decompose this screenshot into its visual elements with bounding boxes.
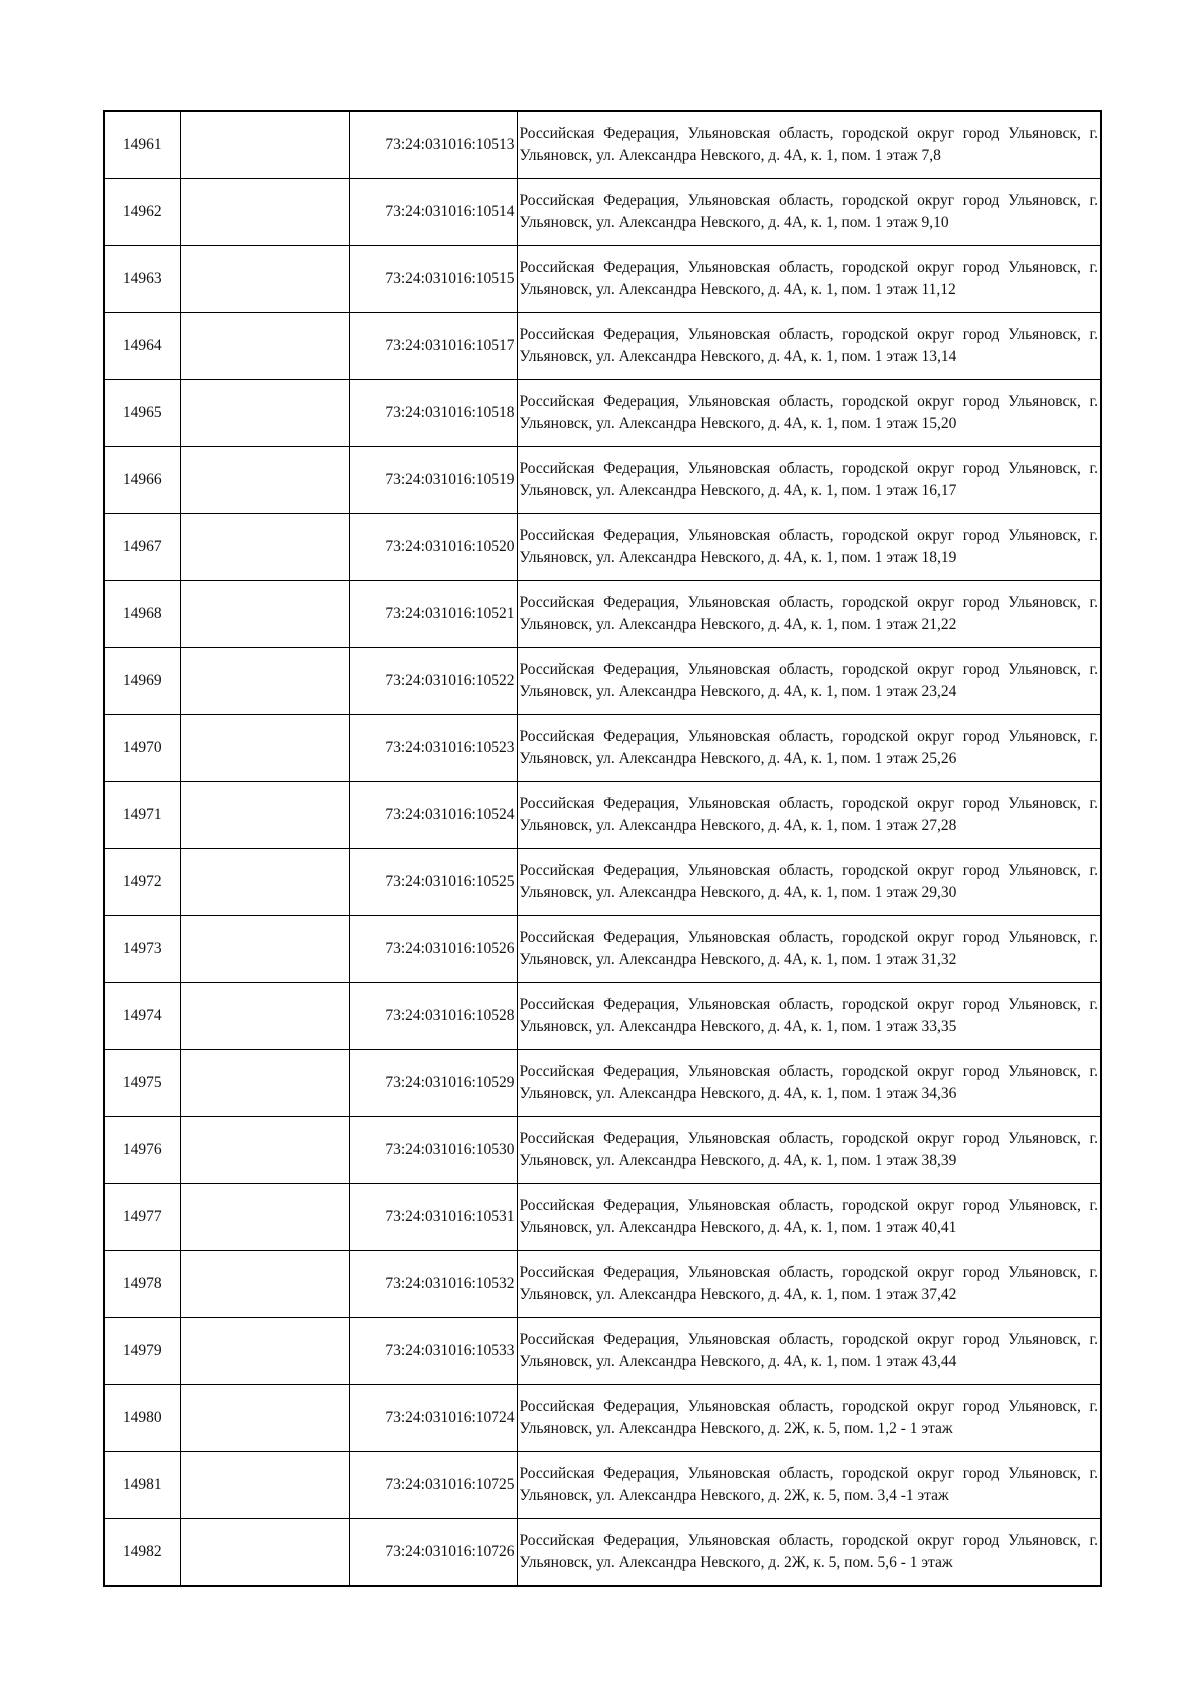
row-number-cell: 14980 <box>104 1385 180 1452</box>
empty-cell <box>180 581 349 648</box>
table-row <box>104 1251 1101 1318</box>
empty-cell <box>180 782 349 849</box>
row-number-cell: 14979 <box>104 1318 180 1385</box>
table-row <box>104 1385 1101 1452</box>
row-number-cell: 14981 <box>104 1452 180 1519</box>
row-number-cell: 14971 <box>104 782 180 849</box>
row-number-cell: 14963 <box>104 246 180 313</box>
empty-cell <box>180 1251 349 1318</box>
cadastral-number-cell: 73:24:031016:10517 <box>349 313 517 380</box>
table-row <box>104 782 1101 849</box>
row-number-cell: 14964 <box>104 313 180 380</box>
address-cell: Российская Федерация, Ульяновская область, городской округ город Ульяновск, г. Ульяновск, ул. Александра Невского, д. 4А, к. 1, пом. 1 этаж 37,42 <box>517 1251 1101 1318</box>
cadastral-number-cell: 73:24:031016:10525 <box>349 849 517 916</box>
table-row <box>104 983 1101 1050</box>
empty-cell <box>180 1050 349 1117</box>
row-number-cell: 14966 <box>104 447 180 514</box>
table-row <box>104 447 1101 514</box>
table-row <box>104 111 1101 179</box>
cadastral-number-cell: 73:24:031016:10724 <box>349 1385 517 1452</box>
table-row <box>104 849 1101 916</box>
row-number-cell: 14973 <box>104 916 180 983</box>
cadastral-number-cell: 73:24:031016:10725 <box>349 1452 517 1519</box>
empty-cell <box>180 514 349 581</box>
address-cell: Российская Федерация, Ульяновская область, городской округ город Ульяновск, г. Ульяновск, ул. Александра Невского, д. 4А, к. 1, пом. 1 этаж 18,19 <box>517 514 1101 581</box>
address-cell: Российская Федерация, Ульяновская область, городской округ город Ульяновск, г. Ульяновск, ул. Александра Невского, д. 4А, к. 1, пом. 1 этаж 33,35 <box>517 983 1101 1050</box>
document-page <box>103 110 1100 1587</box>
cadastral-number-cell: 73:24:031016:10530 <box>349 1117 517 1184</box>
address-cell: Российская Федерация, Ульяновская область, городской округ город Ульяновск, г. Ульяновск, ул. Александра Невского, д. 4А, к. 1, пом. 1 этаж 34,36 <box>517 1050 1101 1117</box>
empty-cell <box>180 111 349 179</box>
row-number-cell: 14982 <box>104 1519 180 1587</box>
table-row <box>104 1318 1101 1385</box>
table-row <box>104 1117 1101 1184</box>
table-row <box>104 380 1101 447</box>
empty-cell <box>180 1452 349 1519</box>
cadastral-number-cell: 73:24:031016:10519 <box>349 447 517 514</box>
registry-table <box>103 110 1102 1587</box>
address-cell: Российская Федерация, Ульяновская область, городской округ город Ульяновск, г. Ульяновск, ул. Александра Невского, д. 4А, к. 1, пом. 1 этаж 7,8 <box>517 111 1101 179</box>
empty-cell <box>180 1184 349 1251</box>
empty-cell <box>180 983 349 1050</box>
address-cell: Российская Федерация, Ульяновская область, городской округ город Ульяновск, г. Ульяновск, ул. Александра Невского, д. 4А, к. 1, пом. 1 этаж 38,39 <box>517 1117 1101 1184</box>
empty-cell <box>180 313 349 380</box>
cadastral-number-cell: 73:24:031016:10524 <box>349 782 517 849</box>
table-row <box>104 1050 1101 1117</box>
cadastral-number-cell: 73:24:031016:10518 <box>349 380 517 447</box>
cadastral-number-cell: 73:24:031016:10726 <box>349 1519 517 1587</box>
address-cell: Российская Федерация, Ульяновская область, городской округ город Ульяновск, г. Ульяновск, ул. Александра Невского, д. 4А, к. 1, пом. 1 этаж 23,24 <box>517 648 1101 715</box>
cadastral-number-cell: 73:24:031016:10526 <box>349 916 517 983</box>
empty-cell <box>180 1385 349 1452</box>
row-number-cell: 14969 <box>104 648 180 715</box>
empty-cell <box>180 1318 349 1385</box>
registry-table-body <box>104 111 1101 1586</box>
cadastral-number-cell: 73:24:031016:10514 <box>349 179 517 246</box>
address-cell: Российская Федерация, Ульяновская область, городской округ город Ульяновск, г. Ульяновск, ул. Александра Невского, д. 4А, к. 1, пом. 1 этаж 13,14 <box>517 313 1101 380</box>
table-row <box>104 1519 1101 1587</box>
table-row <box>104 313 1101 380</box>
table-row <box>104 179 1101 246</box>
row-number-cell: 14972 <box>104 849 180 916</box>
row-number-cell: 14968 <box>104 581 180 648</box>
cadastral-number-cell: 73:24:031016:10515 <box>349 246 517 313</box>
empty-cell <box>180 849 349 916</box>
empty-cell <box>180 447 349 514</box>
table-row <box>104 1452 1101 1519</box>
row-number-cell: 14974 <box>104 983 180 1050</box>
table-row <box>104 715 1101 782</box>
cadastral-number-cell: 73:24:031016:10532 <box>349 1251 517 1318</box>
table-row <box>104 246 1101 313</box>
row-number-cell: 14977 <box>104 1184 180 1251</box>
row-number-cell: 14978 <box>104 1251 180 1318</box>
empty-cell <box>180 1519 349 1587</box>
empty-cell <box>180 648 349 715</box>
empty-cell <box>180 246 349 313</box>
empty-cell <box>180 380 349 447</box>
empty-cell <box>180 179 349 246</box>
address-cell: Российская Федерация, Ульяновская область, городской округ город Ульяновск, г. Ульяновск, ул. Александра Невского, д. 4А, к. 1, пом. 1 этаж 25,26 <box>517 715 1101 782</box>
cadastral-number-cell: 73:24:031016:10513 <box>349 111 517 179</box>
address-cell: Российская Федерация, Ульяновская область, городской округ город Ульяновск, г. Ульяновск, ул. Александра Невского, д. 4А, к. 1, пом. 1 этаж 21,22 <box>517 581 1101 648</box>
address-cell: Российская Федерация, Ульяновская область, городской округ город Ульяновск, г. Ульяновск, ул. Александра Невского, д. 2Ж, к. 5, пом. 5,6 - 1 этаж <box>517 1519 1101 1587</box>
row-number-cell: 14976 <box>104 1117 180 1184</box>
address-cell: Российская Федерация, Ульяновская область, городской округ город Ульяновск, г. Ульяновск, ул. Александра Невского, д. 2Ж, к. 5, пом. 3,4 -1 этаж <box>517 1452 1101 1519</box>
row-number-cell: 14975 <box>104 1050 180 1117</box>
address-cell: Российская Федерация, Ульяновская область, городской округ город Ульяновск, г. Ульяновск, ул. Александра Невского, д. 4А, к. 1, пом. 1 этаж 11,12 <box>517 246 1101 313</box>
cadastral-number-cell: 73:24:031016:10531 <box>349 1184 517 1251</box>
table-row <box>104 514 1101 581</box>
address-cell: Российская Федерация, Ульяновская область, городской округ город Ульяновск, г. Ульяновск, ул. Александра Невского, д. 4А, к. 1, пом. 1 этаж 16,17 <box>517 447 1101 514</box>
address-cell: Российская Федерация, Ульяновская область, городской округ город Ульяновск, г. Ульяновск, ул. Александра Невского, д. 4А, к. 1, пом. 1 этаж 15,20 <box>517 380 1101 447</box>
address-cell: Российская Федерация, Ульяновская область, городской округ город Ульяновск, г. Ульяновск, ул. Александра Невского, д. 4А, к. 1, пом. 1 этаж 40,41 <box>517 1184 1101 1251</box>
empty-cell <box>180 916 349 983</box>
empty-cell <box>180 1117 349 1184</box>
table-row <box>104 648 1101 715</box>
address-cell: Российская Федерация, Ульяновская область, городской округ город Ульяновск, г. Ульяновск, ул. Александра Невского, д. 4А, к. 1, пом. 1 этаж 9,10 <box>517 179 1101 246</box>
cadastral-number-cell: 73:24:031016:10533 <box>349 1318 517 1385</box>
table-row <box>104 916 1101 983</box>
address-cell: Российская Федерация, Ульяновская область, городской округ город Ульяновск, г. Ульяновск, ул. Александра Невского, д. 4А, к. 1, пом. 1 этаж 27,28 <box>517 782 1101 849</box>
address-cell: Российская Федерация, Ульяновская область, городской округ город Ульяновск, г. Ульяновск, ул. Александра Невского, д. 4А, к. 1, пом. 1 этаж 31,32 <box>517 916 1101 983</box>
cadastral-number-cell: 73:24:031016:10523 <box>349 715 517 782</box>
row-number-cell: 14962 <box>104 179 180 246</box>
row-number-cell: 14970 <box>104 715 180 782</box>
table-row <box>104 1184 1101 1251</box>
row-number-cell: 14961 <box>104 111 180 179</box>
table-row <box>104 581 1101 648</box>
row-number-cell: 14967 <box>104 514 180 581</box>
empty-cell <box>180 715 349 782</box>
cadastral-number-cell: 73:24:031016:10520 <box>349 514 517 581</box>
address-cell: Российская Федерация, Ульяновская область, городской округ город Ульяновск, г. Ульяновск, ул. Александра Невского, д. 4А, к. 1, пом. 1 этаж 43,44 <box>517 1318 1101 1385</box>
cadastral-number-cell: 73:24:031016:10522 <box>349 648 517 715</box>
cadastral-number-cell: 73:24:031016:10528 <box>349 983 517 1050</box>
cadastral-number-cell: 73:24:031016:10521 <box>349 581 517 648</box>
cadastral-number-cell: 73:24:031016:10529 <box>349 1050 517 1117</box>
address-cell: Российская Федерация, Ульяновская область, городской округ город Ульяновск, г. Ульяновск, ул. Александра Невского, д. 2Ж, к. 5, пом. 1,2 - 1 этаж <box>517 1385 1101 1452</box>
address-cell: Российская Федерация, Ульяновская область, городской округ город Ульяновск, г. Ульяновск, ул. Александра Невского, д. 4А, к. 1, пом. 1 этаж 29,30 <box>517 849 1101 916</box>
row-number-cell: 14965 <box>104 380 180 447</box>
